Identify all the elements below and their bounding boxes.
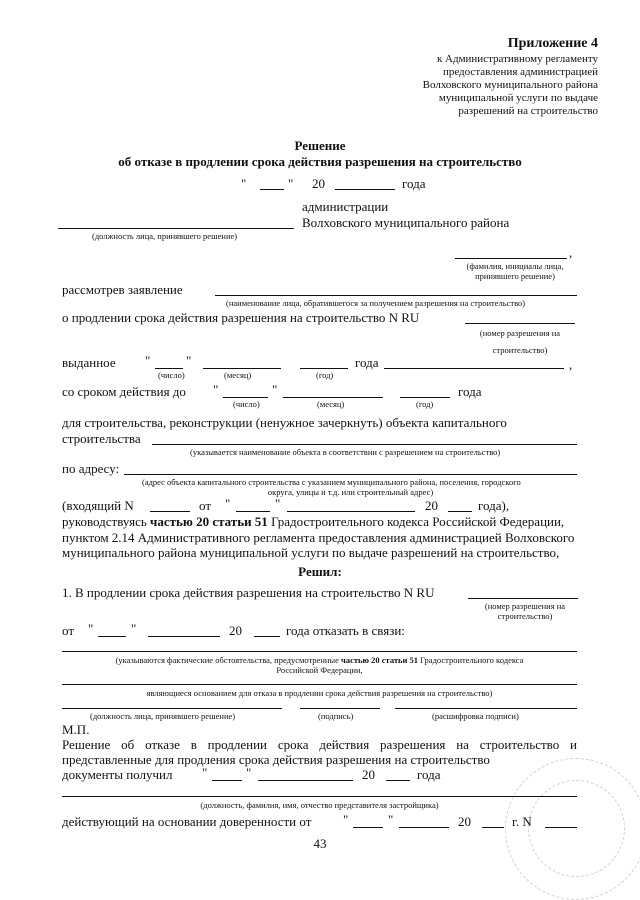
signer-position-blank[interactable] [62,708,282,709]
validity-month-blank[interactable] [283,397,383,398]
guided-line [62,514,564,529]
validity-month-caption: (месяц) [317,399,345,409]
validity-year-word: года [458,384,482,399]
issued-month-blank[interactable] [203,368,281,369]
issued-label: выданное [62,355,116,370]
decision-quote-open: " [88,621,94,636]
decision-from: от [62,623,75,638]
acting-month-blank[interactable] [399,827,449,828]
appendix-line-4: муниципальной услуги по выдаче [438,92,598,104]
permit-caption-2: строительство) [492,345,548,355]
received-year-blank[interactable] [386,780,410,781]
date-day-blank[interactable] [260,189,284,190]
about-extension-text: о продлении срока действия разрешения на строительство N RU [62,310,420,325]
decision-year-blank[interactable] [254,636,280,637]
mp-label: М.П. [62,722,90,737]
facts-caption-2: Российской Федерации, [276,665,363,675]
incoming-quote-close: " [275,496,281,511]
received-label: документы получил [62,767,173,782]
appendix-line-1: к Административному регламенту [436,53,598,65]
admin-line-2: Волховского муниципального района [302,215,510,230]
issued-year-caption: (год) [316,370,334,380]
facts-caption-1 [62,655,577,665]
decision-quote-close: " [131,621,137,636]
considered-label: рассмотрев заявление [62,282,183,297]
signer-sign-blank[interactable] [300,708,380,709]
representative-caption: (должность, фамилия, имя, отчество представителя застройщика) [200,800,439,810]
incoming-day-blank[interactable] [236,511,270,512]
acting-g-n: г. N [512,814,532,829]
acting-year-prefix: 20 [458,814,471,829]
validity-quote-open: " [213,382,219,397]
permit-number-blank[interactable] [465,323,575,324]
signer-sign-caption: (подпись) [318,711,354,721]
issued-quote-close: " [186,353,192,368]
date-quote-close: " [288,176,294,191]
issued-month-caption: (месяц) [224,370,252,380]
decision-item-1: 1. В продлении срока действия разрешения на строительство N RU [62,585,435,600]
appendix-line-5: разрешений на строительство [458,105,598,117]
date-year-word: года [402,176,426,191]
decision-year-prefix: 20 [229,623,242,638]
incoming-label: (входящий N [62,498,134,513]
address-caption-2: округа, улицы и т.д. или строительный адрес) [267,487,434,497]
decision-permit-caption-2: строительство) [497,611,553,621]
address-caption-1: (адрес объекта капитального строительства с указанием муниципального района, поселения, городского [142,477,521,487]
issued-comma: , [569,357,573,372]
decision-title: Решил: [298,564,342,579]
fio-caption-2: принявшего решение) [475,271,555,281]
issued-day-blank[interactable] [155,368,183,369]
applicant-caption: (наименование лица, обратившегося за получением разрешения на строительство) [226,298,526,308]
incoming-quote-open: " [225,496,231,511]
address-label: по адресу: [62,461,120,476]
issued-day-caption: (число) [158,370,185,380]
position-caption: (должность лица, принявшего решение) [92,231,238,241]
admin-line-1: администрации [302,199,389,214]
guided-law-ref: частью 20 статьи 51 [150,514,268,529]
acting-label: действующий на основании доверенности от [62,814,312,829]
validity-year-blank[interactable] [400,397,450,398]
decision-day-blank[interactable] [98,636,126,637]
received-month-blank[interactable] [258,780,353,781]
receipt-line-2: представленные для продления срока действия разрешения на строительство [62,752,490,767]
received-day-blank[interactable] [212,780,242,781]
incoming-year-blank[interactable] [448,511,472,512]
date-year-prefix: 20 [312,176,325,191]
appendix-line-3: Волховского муниципального района [422,79,598,91]
facts-blank[interactable] [62,651,577,652]
receipt-line-1: Решение об отказе в продлении срока действия разрешения на строительство и [62,737,577,752]
document-title: Решение [294,138,346,153]
validity-day-blank[interactable] [223,397,268,398]
paragraph-line-2: муниципального района муниципальной услуги по выдаче разрешений на строительство, [62,545,560,560]
validity-label: со сроком действия до [62,384,186,399]
signer-position-caption: (должность лица, принявшего решение) [90,711,236,721]
address-blank[interactable] [124,474,577,475]
permit-caption-1: (номер разрешения на [479,328,561,338]
grounds-blank[interactable] [62,684,577,685]
grounds-caption: являющиеся основанием для отказа в продлении срока действия разрешения на строительство) [146,688,493,698]
signer-decode-caption: (расшифровка подписи) [432,711,519,721]
facts-caption-prefix: (указываются фактические обстоятельства, предусмотренные [115,655,342,665]
appendix-title: Приложение 4 [507,36,598,51]
acting-quote-close: " [388,812,394,827]
incoming-year-prefix: 20 [425,498,438,513]
acting-quote-open: " [343,812,349,827]
guided-suffix: Градостроительного кодекса Российской Федерации, [267,514,565,529]
object-name-blank[interactable] [152,444,577,445]
incoming-from: от [199,498,212,513]
representative-blank[interactable] [62,796,577,797]
incoming-year-close: года), [478,498,510,513]
facts-caption-law-ref: частью 20 статьи 51 [341,655,419,665]
appendix-line-2: предоставления администрацией [442,66,598,78]
received-year-prefix: 20 [362,767,375,782]
issued-quote-open: " [145,353,151,368]
object-caption: (указывается наименование объекта в соответствии с разрешением на строительство) [190,447,501,457]
date-quote-open: " [241,176,247,191]
received-quote-close: " [246,765,252,780]
acting-year-blank[interactable] [482,827,504,828]
paragraph-line-1: пунктом 2.14 Административного регламента предоставления администрацией Волховского [62,530,575,545]
fio-caption-1: (фамилия, инициалы лица, [466,261,564,271]
guided-prefix: руководствуясь [62,514,151,529]
issued-year-blank[interactable] [300,368,348,369]
received-year-word: года [417,767,441,782]
issued-by-blank[interactable] [384,368,564,369]
faint-stamp-inner-ring [528,780,625,877]
signer-decode-blank[interactable] [395,708,577,709]
document-subtitle: об отказе в продлении срока действия разрешения на строительство [118,154,522,169]
for-construction-line-1: для строительства, реконструкции (ненужное зачеркнуть) объекта капитального [62,415,507,430]
validity-year-caption: (год) [416,399,434,409]
page-number: 43 [313,836,327,851]
facts-caption-suffix: Градостроительного кодекса [418,655,524,665]
position-blank[interactable] [58,228,294,229]
decision-month-blank[interactable] [148,636,220,637]
incoming-month-blank[interactable] [287,511,415,512]
decision-permit-caption-1: (номер разрешения на [484,601,566,611]
fio-comma: , [569,245,573,260]
applicant-blank[interactable] [215,295,577,296]
acting-day-blank[interactable] [353,827,383,828]
date-year-blank[interactable] [335,189,395,190]
received-quote-open: " [202,765,208,780]
issued-year-word: года [355,355,379,370]
validity-quote-close: " [272,382,278,397]
for-construction-line-2: строительства [62,431,141,446]
decision-refuse-text: года отказать в связи: [286,623,405,638]
incoming-number-blank[interactable] [150,511,190,512]
decision-permit-blank[interactable] [468,598,578,599]
fio-blank[interactable] [455,258,567,259]
validity-day-caption: (число) [233,399,260,409]
